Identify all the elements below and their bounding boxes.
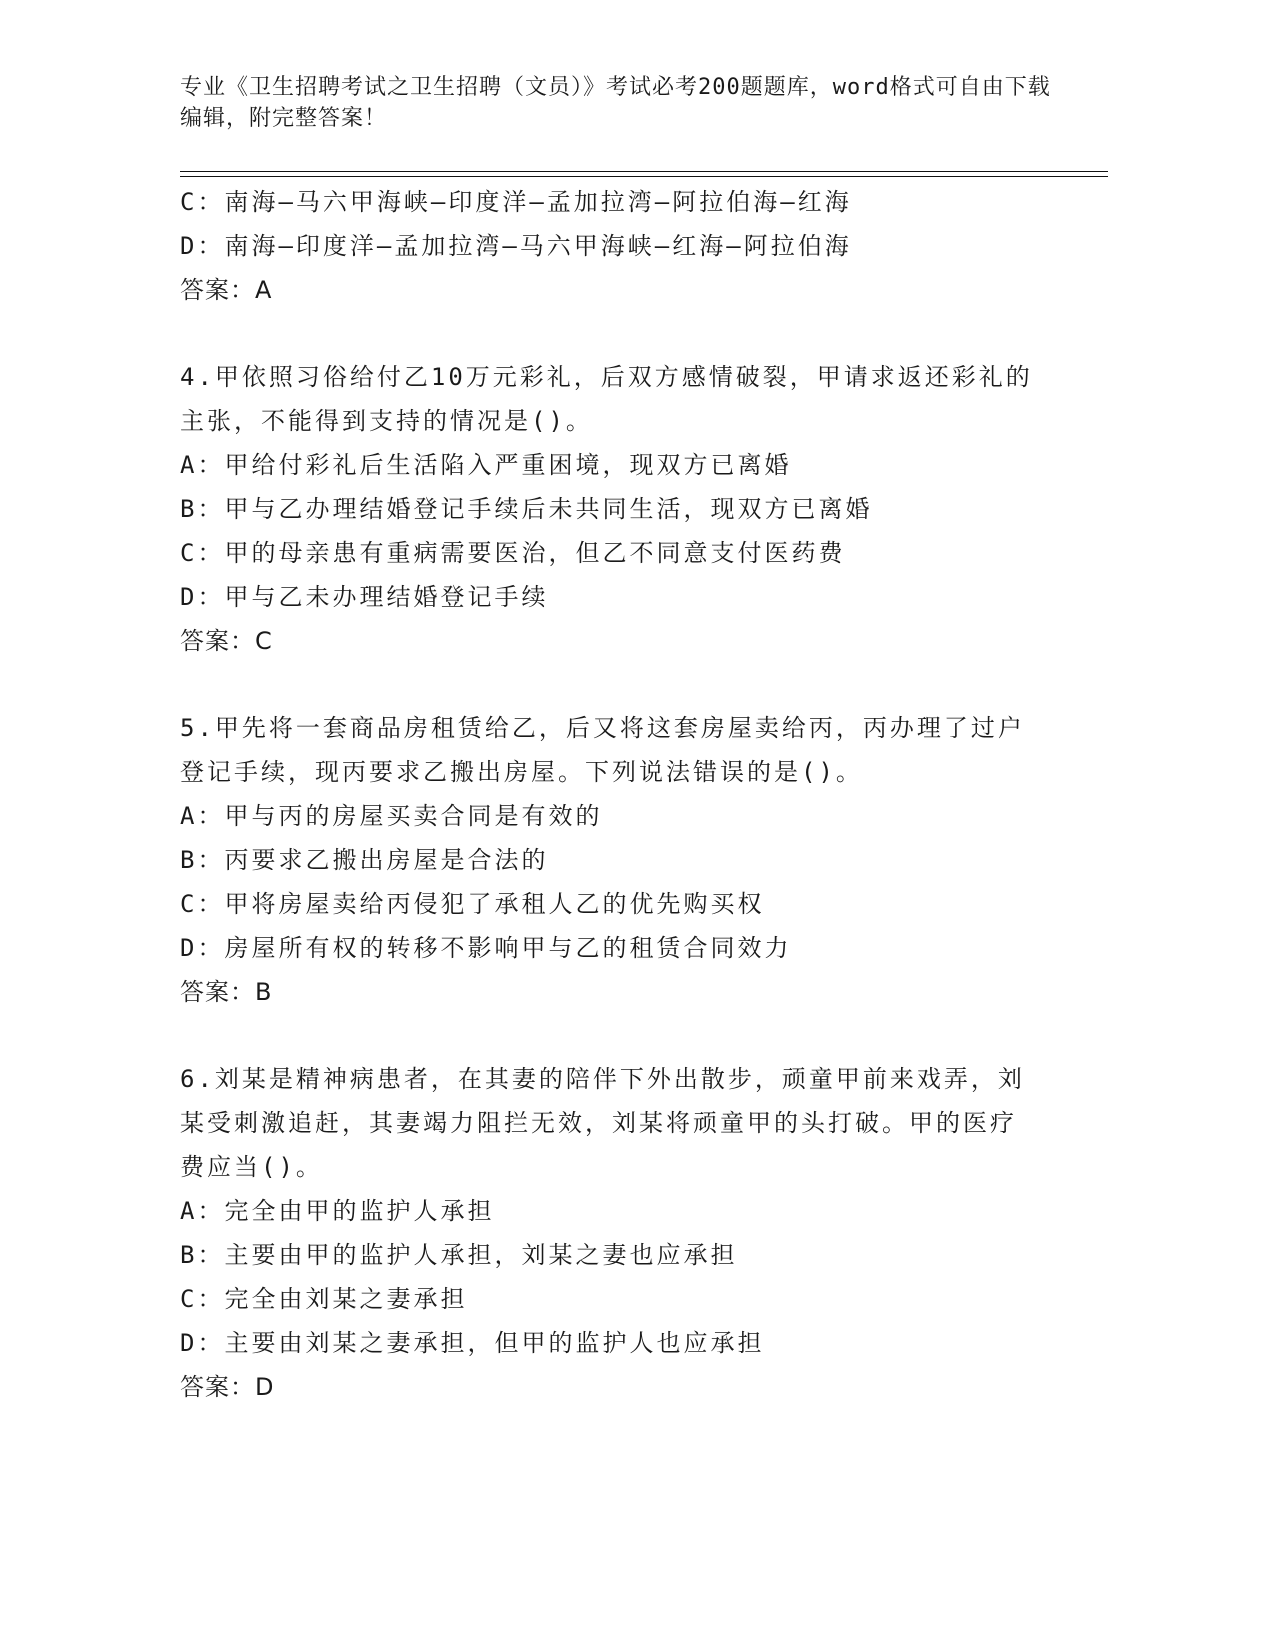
question-stem: 5.甲先将一套商品房租赁给乙，后又将这套房屋卖给丙，丙办理了过户登记手续，现丙要求乙搬出房屋。下列说法错误的是()。 bbox=[180, 714, 1025, 786]
question-block-3 bbox=[180, 180, 1080, 312]
option-d: D：主要由刘某之妻承担，但甲的监护人也应承担 bbox=[180, 1329, 765, 1357]
question-stem: 4.甲依照习俗给付乙10万元彩礼，后双方感情破裂，甲请求返还彩礼的主张，不能得到支持的情况是()。 bbox=[180, 363, 1033, 435]
header-rule-top bbox=[180, 171, 1108, 172]
option-d: D：房屋所有权的转移不影响甲与乙的租赁合同效力 bbox=[180, 934, 792, 962]
question-block-4 bbox=[180, 355, 1080, 663]
option-c: C：甲将房屋卖给丙侵犯了承租人乙的优先购买权 bbox=[180, 890, 765, 918]
answer-line: 答案：C bbox=[180, 627, 273, 655]
option-d: D：甲与乙未办理结婚登记手续 bbox=[180, 583, 549, 611]
option-a: A：完全由甲的监护人承担 bbox=[180, 1197, 495, 1225]
question-stem: 6.刘某是精神病患者，在其妻的陪伴下外出散步，顽童甲前来戏弄，刘某受刺激追赶，其妻竭力阻拦无效，刘某将顽童甲的头打破。甲的医疗费应当()。 bbox=[180, 1065, 1025, 1181]
answer-line: 答案：A bbox=[180, 276, 273, 304]
question-block-6 bbox=[180, 1057, 1080, 1409]
answer-line: 答案：B bbox=[180, 978, 273, 1006]
answer-line: 答案：D bbox=[180, 1373, 275, 1401]
option-b: B：甲与乙办理结婚登记手续后未共同生活，现双方已离婚 bbox=[180, 495, 873, 523]
question-block-5 bbox=[180, 706, 1080, 1014]
option-c: C：南海—马六甲海峡—印度洋—孟加拉湾—阿拉伯海—红海 bbox=[180, 188, 852, 216]
option-d: D：南海—印度洋—孟加拉湾—马六甲海峡—红海—阿拉伯海 bbox=[180, 232, 852, 260]
option-b: B：主要由甲的监护人承担，刘某之妻也应承担 bbox=[180, 1241, 738, 1269]
option-a: A：甲与丙的房屋买卖合同是有效的 bbox=[180, 802, 603, 830]
header-rule-bottom bbox=[180, 176, 1108, 177]
option-b: B：丙要求乙搬出房屋是合法的 bbox=[180, 846, 549, 874]
question-list bbox=[180, 180, 1080, 1409]
option-a: A：甲给付彩礼后生活陷入严重困境，现双方已离婚 bbox=[180, 451, 792, 479]
option-c: C：完全由刘某之妻承担 bbox=[180, 1285, 468, 1313]
option-c: C：甲的母亲患有重病需要医治，但乙不同意支付医药费 bbox=[180, 539, 846, 567]
document-header: 专业《卫生招聘考试之卫生招聘（文员）》考试必考200题题库，word格式可自由下载编辑，附完整答案！ bbox=[180, 75, 1051, 131]
